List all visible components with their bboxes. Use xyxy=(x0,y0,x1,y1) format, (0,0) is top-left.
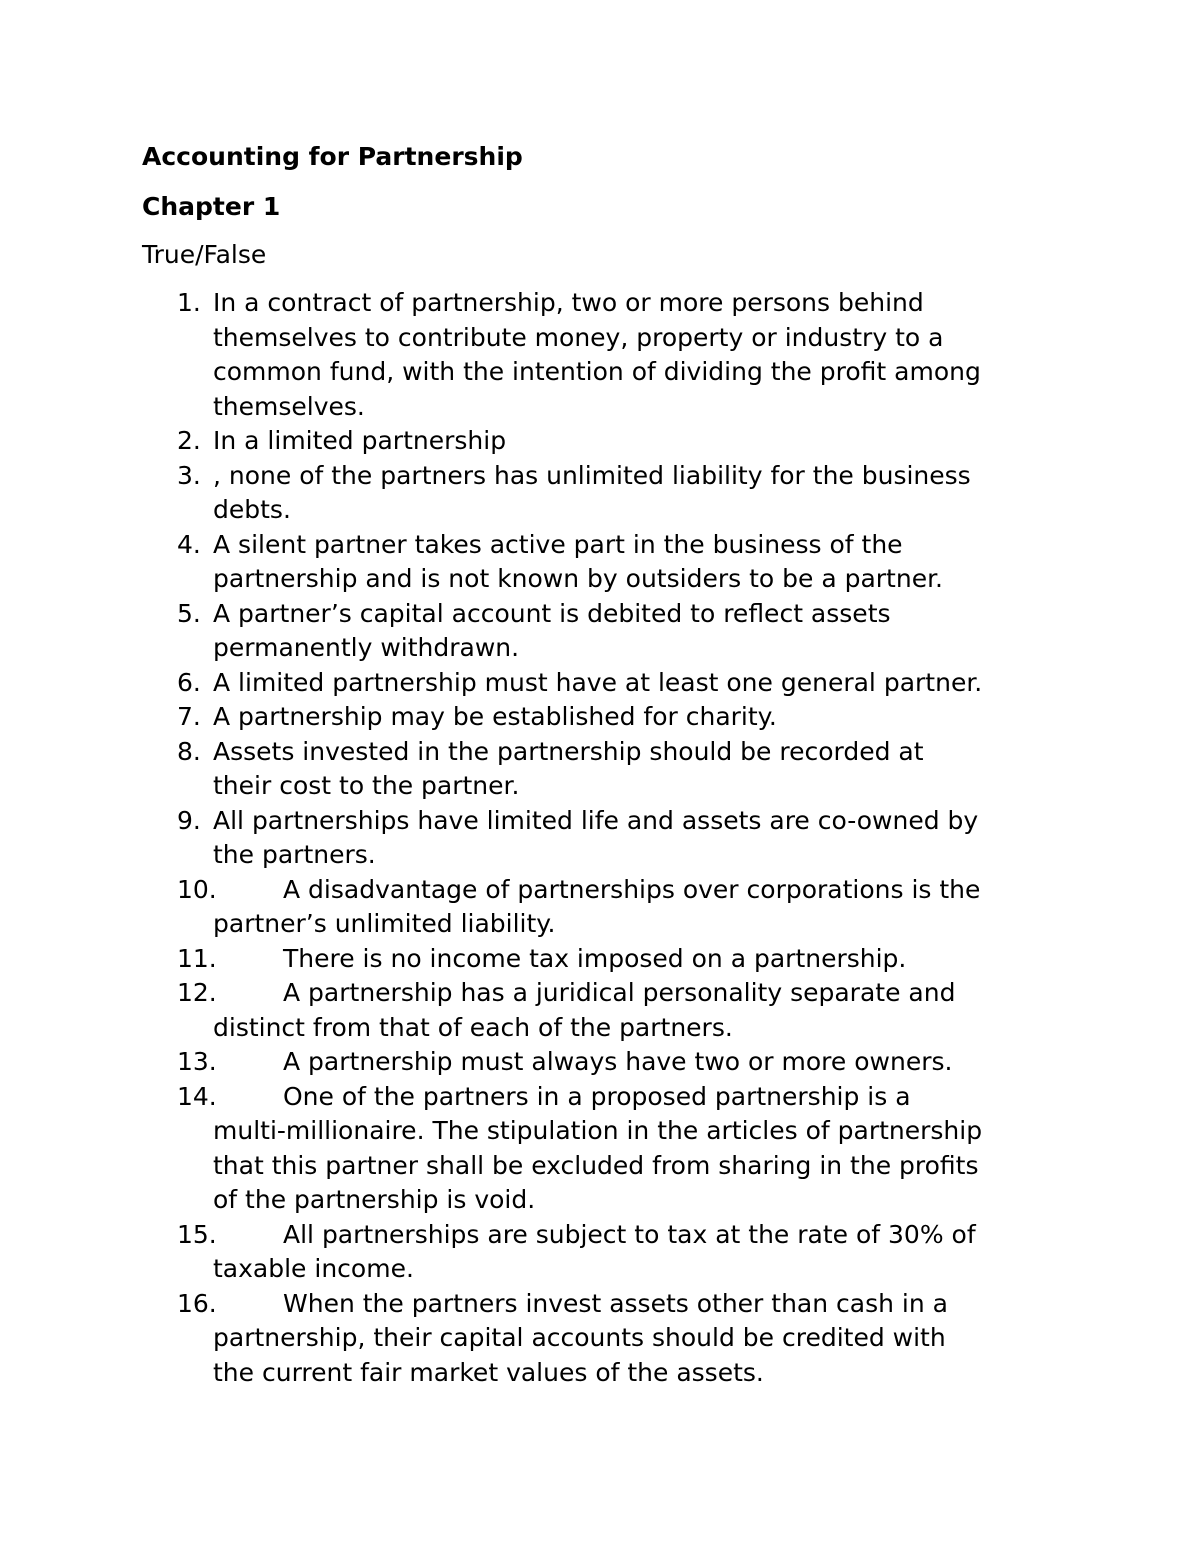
question-text-line: A limited partnership must have at least one general partner. xyxy=(213,667,983,697)
question-item xyxy=(142,1287,1072,1391)
question-item xyxy=(142,597,1072,666)
question-item xyxy=(142,424,1072,459)
question-text-line: A partnership must always have two or more owners. xyxy=(283,1047,953,1076)
question-item xyxy=(142,1218,1072,1287)
question-number: 9. xyxy=(177,805,201,835)
question-item xyxy=(142,286,1072,424)
question-item xyxy=(142,666,1072,701)
question-text-line: distinct from that of each of the partners. xyxy=(213,1012,733,1042)
question-text-line: permanently withdrawn. xyxy=(213,633,520,662)
question-text-line: , none of the partners has unlimited liability for the business xyxy=(213,460,971,490)
question-text-line: partner’s unlimited liability. xyxy=(213,909,556,938)
question-item xyxy=(142,942,1072,977)
question-number: 12. xyxy=(177,978,217,1007)
question-text-line: of the partnership is void. xyxy=(213,1185,536,1214)
question-number: 7. xyxy=(177,702,201,731)
question-text-line: A disadvantage of partnerships over corporations is the xyxy=(283,874,981,904)
chapter-heading: Chapter 1 xyxy=(142,192,281,221)
question-text-line: One of the partners in a proposed partnership is a xyxy=(283,1081,911,1111)
question-number: 14. xyxy=(177,1081,217,1111)
question-text-line: multi-millionaire. The stipulation in the articles of partnership xyxy=(213,1116,983,1145)
question-text-line: All partnerships have limited life and assets are co-owned by xyxy=(213,805,979,835)
question-number: 11. xyxy=(177,943,217,973)
question-text-line: In a limited partnership xyxy=(213,426,507,455)
question-number: 13. xyxy=(177,1047,217,1076)
question-item xyxy=(142,1080,1072,1218)
question-text-line: When the partners invest assets other than cash in a xyxy=(283,1288,948,1318)
question-item xyxy=(142,735,1072,804)
question-text-line: All partnerships are subject to tax at the rate of 30% of xyxy=(283,1219,976,1249)
question-number: 5. xyxy=(177,598,201,628)
question-text-line: There is no income tax imposed on a partnership. xyxy=(283,943,907,973)
question-item xyxy=(142,804,1072,873)
question-text-line: A partnership may be established for charity. xyxy=(213,702,777,731)
question-number: 16. xyxy=(177,1288,217,1318)
question-number: 1. xyxy=(177,288,201,317)
question-text-line: themselves. xyxy=(213,391,365,421)
question-item xyxy=(142,459,1072,528)
question-item xyxy=(142,528,1072,597)
question-text-line: debts. xyxy=(213,495,291,524)
question-number: 15. xyxy=(177,1219,217,1249)
question-number: 2. xyxy=(177,426,201,455)
question-text-line: taxable income. xyxy=(213,1254,414,1283)
question-text-line: their cost to the partner. xyxy=(213,771,520,800)
question-number: 8. xyxy=(177,736,201,766)
question-number: 10. xyxy=(177,874,217,904)
question-list xyxy=(142,286,1072,1390)
question-text-line: partnership, their capital accounts should be credited with xyxy=(213,1323,946,1352)
question-text-line: partnership and is not known by outsiders to be a partner. xyxy=(213,564,944,593)
question-text-line: A silent partner takes active part in the business of the xyxy=(213,529,903,559)
question-text-line: the partners. xyxy=(213,840,376,869)
question-item xyxy=(142,700,1072,735)
document-title: Accounting for Partnership xyxy=(142,142,523,171)
question-text-line: In a contract of partnership, two or more persons behind xyxy=(213,288,924,317)
section-heading: True/False xyxy=(142,240,267,269)
question-number: 6. xyxy=(177,667,201,697)
question-text-line: themselves to contribute money, property or industry to a xyxy=(213,322,944,352)
question-number: 3. xyxy=(177,460,201,490)
question-text-line: A partnership has a juridical personality separate and xyxy=(283,978,956,1007)
question-text-line: Assets invested in the partnership should be recorded at xyxy=(213,736,924,766)
question-text-line: the current fair market values of the assets. xyxy=(213,1357,764,1387)
document-body xyxy=(142,140,1072,1390)
question-item xyxy=(142,1045,1072,1080)
question-text-line: common fund, with the intention of dividing the profit among xyxy=(213,357,981,386)
question-number: 4. xyxy=(177,529,201,559)
question-item xyxy=(142,976,1072,1045)
question-item xyxy=(142,873,1072,942)
question-text-line: that this partner shall be excluded from sharing in the profits xyxy=(213,1150,979,1180)
question-text-line: A partner’s capital account is debited to reflect assets xyxy=(213,598,891,628)
